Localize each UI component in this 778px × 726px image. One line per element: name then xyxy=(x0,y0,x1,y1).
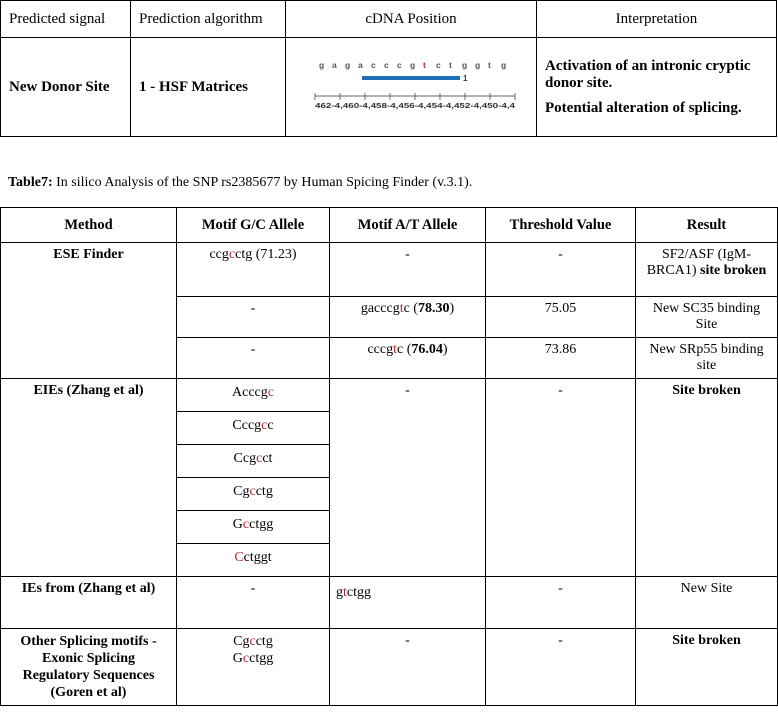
header-result: Result xyxy=(636,208,778,243)
motif-score: 76.04 xyxy=(411,342,443,357)
motif-gc: - xyxy=(177,577,330,629)
snp-base: c xyxy=(261,418,268,433)
result: Site broken xyxy=(636,379,778,577)
interpretation-line-2: Potential alteration of splicing. xyxy=(545,99,742,116)
threshold-value: 75.05 xyxy=(486,297,636,338)
sequence-letter: t xyxy=(488,60,491,70)
motif-text: c ( xyxy=(396,342,412,357)
sequence-letter: c xyxy=(371,60,376,70)
cdna-position-cell xyxy=(286,38,537,137)
header-interpretation: Interpretation xyxy=(537,1,777,38)
method-ese-finder: ESE Finder xyxy=(1,243,177,379)
sequence-letter: a xyxy=(332,60,337,70)
motif-at: - xyxy=(330,629,486,706)
prediction-header-row xyxy=(1,1,777,38)
table-caption-text: In silico Analysis of the SNP rs2385677 by Human Spicing Finder (v.3.1). xyxy=(52,175,473,190)
motif-text: ctgg xyxy=(249,651,274,666)
eie-motif-row xyxy=(177,544,329,577)
snp-base: t xyxy=(343,585,347,600)
result: New SC35 binding Site xyxy=(636,297,778,338)
sequence-letter: g xyxy=(410,60,416,70)
motif-text: Cccg xyxy=(232,418,262,433)
snp-base: c xyxy=(249,634,256,649)
motif-gc: - xyxy=(177,297,330,338)
header-predicted-signal: Predicted signal xyxy=(1,1,131,38)
motif-score: 78.30 xyxy=(417,301,450,316)
eie-motif xyxy=(177,412,329,445)
result-text: SF2/ASF (IgM-BRCA1) xyxy=(646,247,752,278)
motif-text: ) xyxy=(442,342,448,357)
header-cdna-position: cDNA Position xyxy=(286,1,537,38)
motif-gc xyxy=(177,243,330,297)
motif-at: - xyxy=(330,379,486,577)
snp-base: C xyxy=(234,550,244,565)
result: New Site xyxy=(636,577,778,629)
prediction-algorithm: 1 - HSF Matrices xyxy=(131,38,286,137)
motif-line xyxy=(183,633,323,650)
sequence-letter: c xyxy=(384,60,389,70)
snp-base: c xyxy=(228,247,236,262)
eie-motif xyxy=(177,445,329,478)
header-motif-at: Motif A/T Allele xyxy=(330,208,486,243)
snp-base: c xyxy=(249,484,256,499)
motif-text: Acccg xyxy=(232,385,268,400)
motif-at: - xyxy=(330,243,486,297)
predicted-signal: New Donor Site xyxy=(1,38,131,137)
sequence-letter: g xyxy=(462,60,468,70)
motif-text: ctg xyxy=(255,634,273,649)
motif-line xyxy=(183,650,323,667)
motif-text: ctgg xyxy=(249,517,274,532)
motif-text: ct xyxy=(262,451,273,466)
table-row xyxy=(1,577,778,629)
threshold-value: - xyxy=(486,379,636,577)
interpretation-line-1: Activation of an intronic cryptic donor site. xyxy=(545,57,751,91)
motif-text: g xyxy=(336,585,343,600)
donor-site-bar xyxy=(362,76,460,80)
hsf-analysis-table xyxy=(0,207,778,706)
sequence-letter: c xyxy=(436,60,441,70)
motif-gc xyxy=(177,629,330,706)
method-ies: IEs from (Zhang et al) xyxy=(1,577,177,629)
eie-motif-row xyxy=(177,445,329,478)
motif-at xyxy=(330,577,486,629)
motif-text: G xyxy=(232,651,243,666)
eie-motif-row xyxy=(177,379,329,412)
snp-base: c xyxy=(256,451,263,466)
motif-text: Cg xyxy=(233,484,250,499)
motif-text: ) xyxy=(449,301,455,316)
motif-text: c xyxy=(267,418,274,433)
table-row xyxy=(1,243,778,297)
motif-at xyxy=(330,297,486,338)
donor-site-bar-label: 1 xyxy=(463,74,468,83)
threshold-value: - xyxy=(486,577,636,629)
method-eies: EIEs (Zhang et al) xyxy=(1,379,177,577)
eie-motif-row xyxy=(177,478,329,511)
eie-motif xyxy=(177,544,329,577)
snp-base: t xyxy=(399,301,404,316)
eie-motif-list xyxy=(177,379,329,576)
position-ticks xyxy=(315,93,515,100)
motif-gc: - xyxy=(177,338,330,379)
position-axis-labels: 462-4,460-4,458-4,456-4,454-4,452-4,450-4,4 xyxy=(315,101,517,110)
result-emphasis: site broken xyxy=(700,263,767,278)
prediction-table xyxy=(0,0,777,137)
motif-gc-list xyxy=(177,379,330,577)
table-row xyxy=(1,379,778,577)
result: Site broken xyxy=(636,629,778,706)
sequence-letter: t xyxy=(449,60,452,70)
sequence-letter: t xyxy=(423,60,426,70)
sequence-letter: g xyxy=(475,60,481,70)
threshold-value: - xyxy=(486,629,636,706)
header-prediction-algorithm: Prediction algorithm xyxy=(131,1,286,38)
motif-text: ctg xyxy=(255,484,273,499)
motif-text: Ccg xyxy=(233,451,257,466)
motif-text: ctg (71.23) xyxy=(235,247,297,262)
table-row xyxy=(1,629,778,706)
eie-motif-row xyxy=(177,412,329,445)
eie-motif xyxy=(177,379,329,412)
motif-text: ccg xyxy=(209,247,229,262)
eie-motif-row xyxy=(177,511,329,544)
motif-text: ctgg xyxy=(346,585,371,600)
method-other-splicing-motifs: Other Splicing motifs - Exonic Splicing Regulatory Sequences (Goren et al) xyxy=(1,629,177,706)
prediction-row xyxy=(1,38,777,137)
motif-text: gacccg xyxy=(360,301,400,316)
motif-at xyxy=(330,338,486,379)
motif-text: c ( xyxy=(403,301,418,316)
snp-base: c xyxy=(242,517,250,532)
header-motif-gc: Motif G/C Allele xyxy=(177,208,330,243)
motif-text: ctggt xyxy=(243,550,272,565)
snp-base: t xyxy=(393,342,397,357)
threshold-value: - xyxy=(486,243,636,297)
sequence-letter: c xyxy=(397,60,402,70)
motif-text: G xyxy=(232,517,243,532)
eie-motif xyxy=(177,511,329,544)
motif-text: Cg xyxy=(233,634,250,649)
sequence-letter: g xyxy=(501,60,507,70)
interpretation-cell xyxy=(537,38,777,137)
snp-base: c xyxy=(242,651,250,666)
sequence-letter: a xyxy=(358,60,363,70)
sequence-letter: g xyxy=(319,60,325,70)
eie-motif xyxy=(177,478,329,511)
result: New SRp55 binding site xyxy=(636,338,778,379)
table-caption-label: Table7: xyxy=(8,175,53,190)
threshold-value: 73.86 xyxy=(486,338,636,379)
snp-base: c xyxy=(267,385,274,400)
result xyxy=(636,243,778,297)
table-caption xyxy=(8,175,472,191)
analysis-header-row xyxy=(1,208,778,243)
motif-text: cccg xyxy=(367,342,394,357)
header-threshold: Threshold Value xyxy=(486,208,636,243)
header-method: Method xyxy=(1,208,177,243)
cdna-position-figure xyxy=(305,56,517,118)
sequence-letters xyxy=(319,60,506,70)
sequence-letter: g xyxy=(345,60,351,70)
